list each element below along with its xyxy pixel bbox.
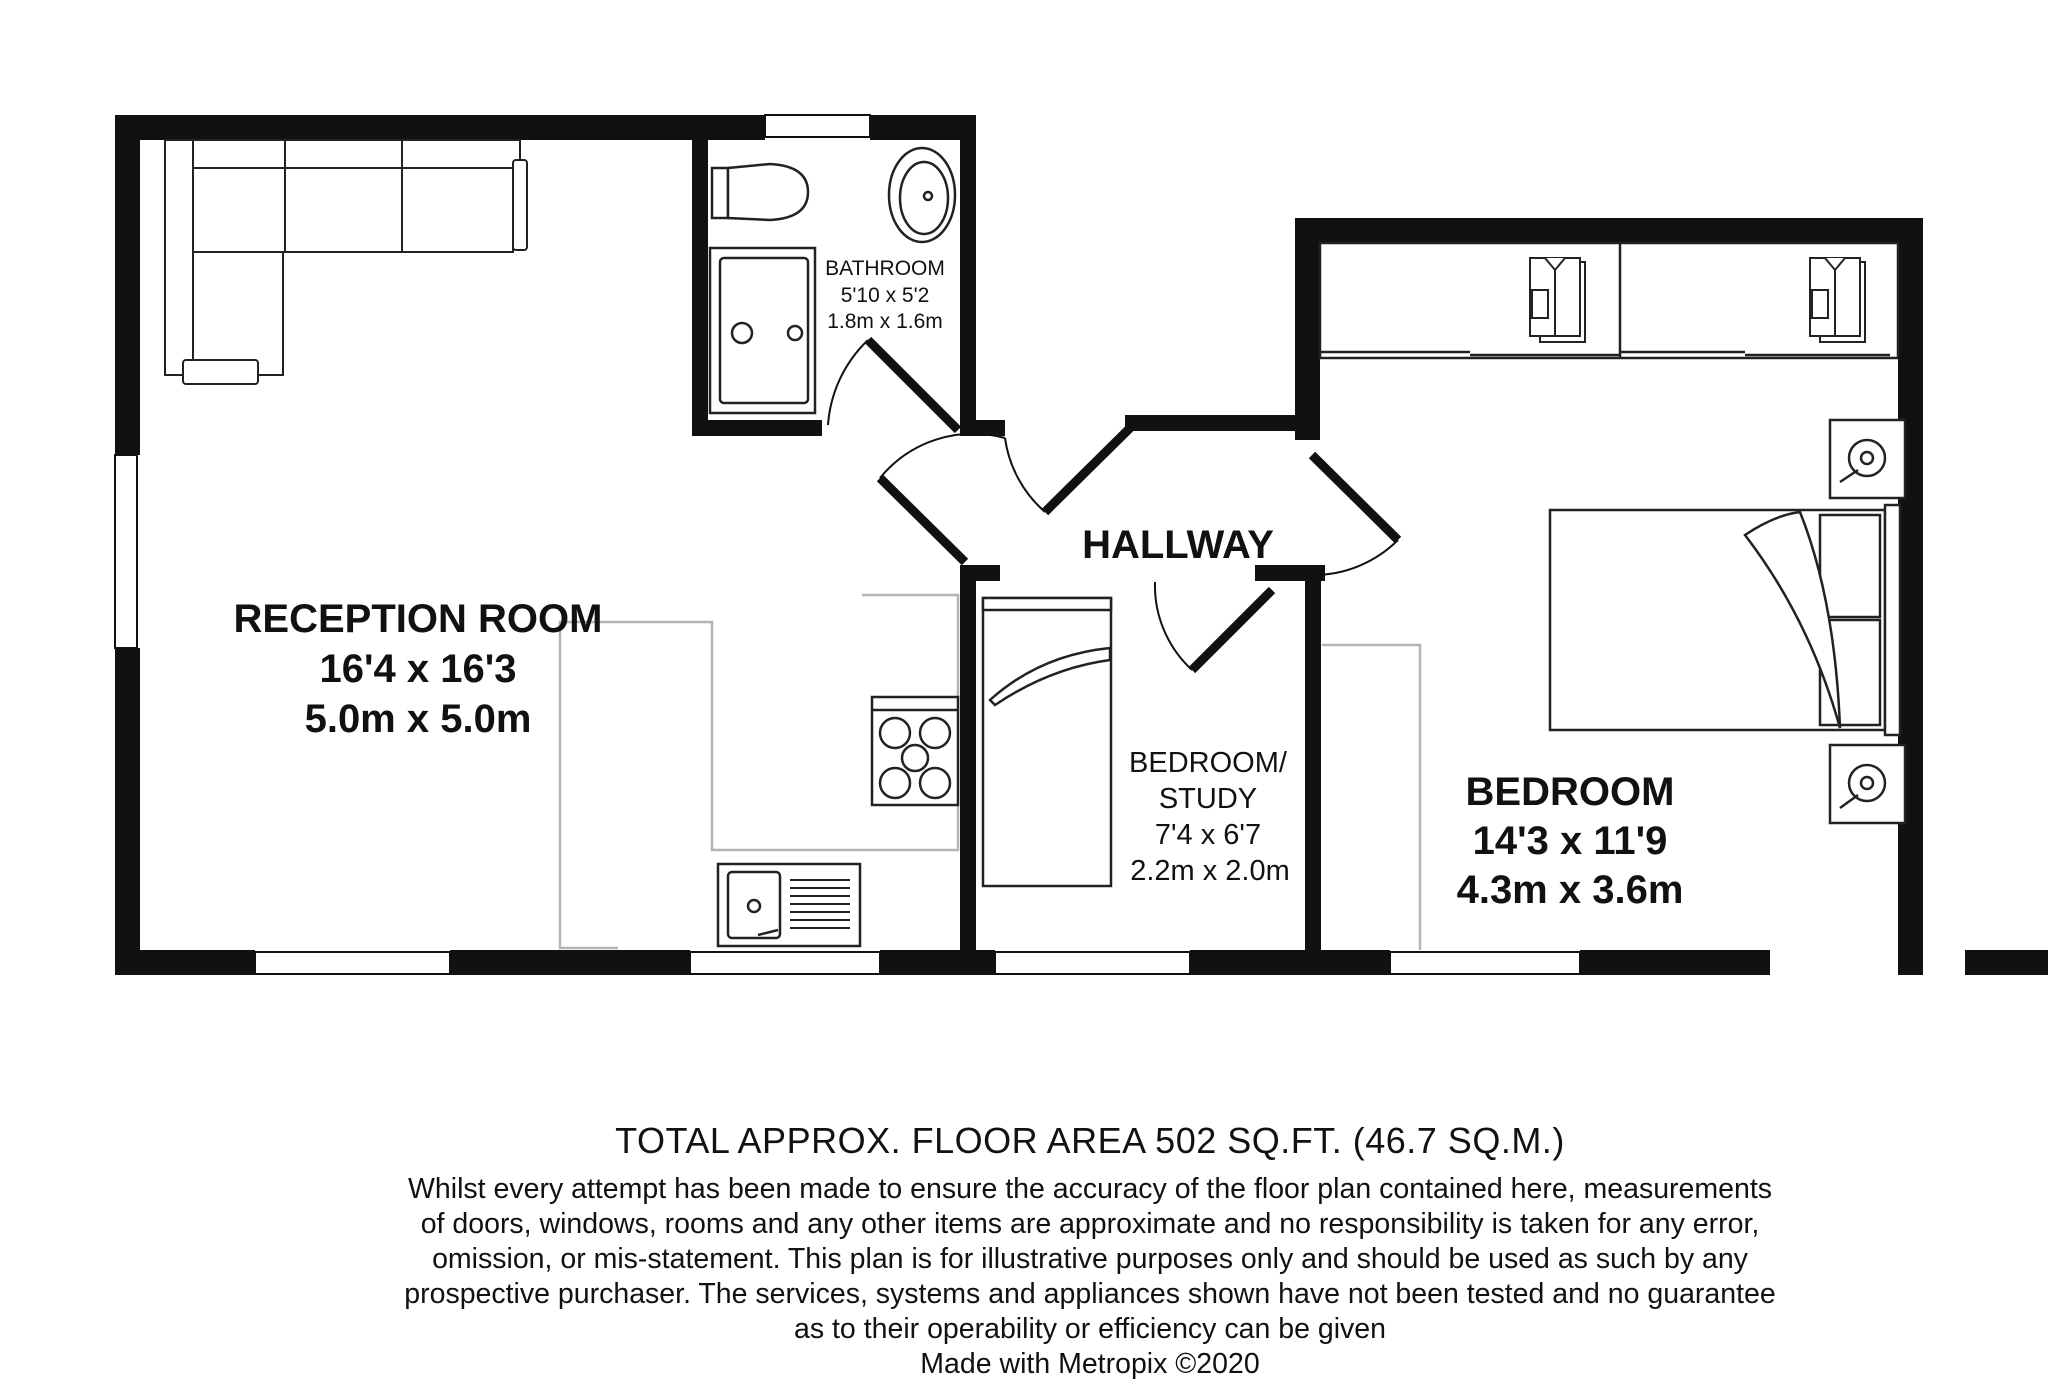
sofa-arm-bottom <box>183 360 258 384</box>
bathroom-name: BATHROOM <box>825 257 945 280</box>
wall-top-bath-right <box>870 115 975 140</box>
disclaimer <box>380 1172 1800 1347</box>
sofa-back-left <box>165 140 193 375</box>
disclaimer-line: as to their operability or efficiency can be given <box>794 1313 1386 1345</box>
wall-bed-top <box>1295 218 1921 243</box>
wall-bottom-4 <box>1190 950 1390 975</box>
wall-left-upper <box>115 115 140 455</box>
sink-drain <box>748 900 760 912</box>
corner-sofa <box>165 140 527 384</box>
door-reception-swing <box>880 434 1005 478</box>
hob-ring-5 <box>920 768 950 798</box>
study-name-line2: STUDY <box>1158 783 1258 815</box>
hallway-name: HALLWAY <box>1082 523 1274 567</box>
wall-study-left <box>960 565 976 975</box>
disclaimer-line: of doors, windows, rooms and any other items are approximate and no responsibility is taken for any error, <box>420 1208 1760 1240</box>
wall-bottom-6 <box>1965 950 2048 975</box>
hob-ring-4 <box>880 768 910 798</box>
wall-bottom-2 <box>450 950 690 975</box>
pillow-1 <box>1820 515 1880 617</box>
door-hall-top <box>1045 428 1130 512</box>
wall-bed-left <box>1295 218 1320 440</box>
toilet-cistern <box>712 168 728 218</box>
door-bathroom-swing <box>828 340 868 425</box>
disclaimer-line: prospective purchaser. The services, systems and appliances shown have not been tested and no guarantee <box>404 1278 1776 1310</box>
door-study-swing <box>1155 582 1192 670</box>
shower-head <box>732 323 752 343</box>
wall-bath-left <box>692 130 708 435</box>
door-study <box>1192 590 1272 670</box>
bedroom-cupboard-outline <box>1322 645 1420 950</box>
bedroom-imperial: 14'3 x 11'9 <box>1472 819 1668 863</box>
bathroom-imperial: 5'10 x 5'2 <box>840 284 930 307</box>
plan-footer <box>380 1120 1800 1382</box>
door-bathroom <box>868 340 958 430</box>
wall-bottom-5 <box>1580 950 1770 975</box>
window-bottom-3 <box>995 952 1190 974</box>
sink-drainer <box>790 880 850 928</box>
reception-room-metric: 5.0m x 5.0m <box>304 697 532 741</box>
bathroom-fixtures <box>710 148 955 413</box>
window-bottom-2 <box>690 952 880 974</box>
wall-study-right <box>1305 565 1321 975</box>
bedroom-metric: 4.3m x 3.6m <box>1456 868 1684 912</box>
made-with-credit: Made with Metropix ©2020 <box>920 1348 1260 1380</box>
wall-bath-bottom <box>692 420 822 436</box>
cooker-hob <box>872 697 958 805</box>
basin-tap <box>924 192 932 200</box>
window-bottom-1 <box>255 952 450 974</box>
window-top-bath <box>765 115 870 137</box>
single-bed <box>983 598 1111 886</box>
study-imperial: 7'4 x 6'7 <box>1154 819 1262 851</box>
study-metric: 2.2m x 2.0m <box>1130 855 1290 887</box>
disclaimer-line: omission, or mis-statement. This plan is for illustrative purposes only and should be used as such by any <box>432 1243 1748 1275</box>
toilet-bowl <box>728 164 808 220</box>
bedroom-name: BEDROOM <box>1465 770 1675 814</box>
hob-ring-1 <box>880 718 910 748</box>
window-left <box>115 455 137 648</box>
sofa-arm-right <box>513 160 527 250</box>
shirt-icon-1 <box>1530 258 1585 342</box>
wall-left-lower <box>115 648 140 974</box>
hob-ring-3 <box>902 745 928 771</box>
sofa-seat-vertical <box>193 252 283 375</box>
wall-bed-right <box>1898 218 1923 975</box>
single-bed-headboard <box>983 598 1111 610</box>
door-hall-top-swing <box>1005 438 1045 512</box>
double-bed <box>1550 505 1900 735</box>
kitchen-sink <box>718 864 860 946</box>
shirt-icon-2 <box>1810 258 1865 342</box>
bedside-table-top <box>1830 420 1905 498</box>
wall-bottom-3 <box>880 950 995 975</box>
reception-room-imperial: 16'4 x 16'3 <box>319 647 517 691</box>
bathroom-metric: 1.8m x 1.6m <box>827 310 943 333</box>
bedroom-cupboard <box>1322 645 1420 950</box>
door-reception <box>880 478 965 562</box>
bedside-table-bottom <box>1830 745 1905 823</box>
hob-ring-2 <box>920 718 950 748</box>
wall-hall-top <box>1125 415 1305 431</box>
wall-top-reception <box>115 115 765 140</box>
study-name-line1: BEDROOM/ <box>1129 747 1287 779</box>
window-bottom-4 <box>1390 952 1580 974</box>
shower-drain <box>788 326 802 340</box>
sofa-back-top <box>165 140 520 168</box>
door-bedroom <box>1312 455 1398 540</box>
reception-room-name: RECEPTION ROOM <box>233 597 603 641</box>
sofa-seat-horizontal <box>193 168 513 252</box>
total-floor-area: TOTAL APPROX. FLOOR AREA 502 SQ.FT. (46.7 SQ.M.) <box>615 1120 1565 1161</box>
wall-bottom-1 <box>115 950 255 975</box>
wall-bath-right <box>960 115 976 435</box>
single-bed-frame <box>983 598 1111 886</box>
double-bed-headboard <box>1885 505 1900 735</box>
disclaimer-line: Whilst every attempt has been made to ensure the accuracy of the floor plan contained here, measurements <box>408 1173 1772 1205</box>
